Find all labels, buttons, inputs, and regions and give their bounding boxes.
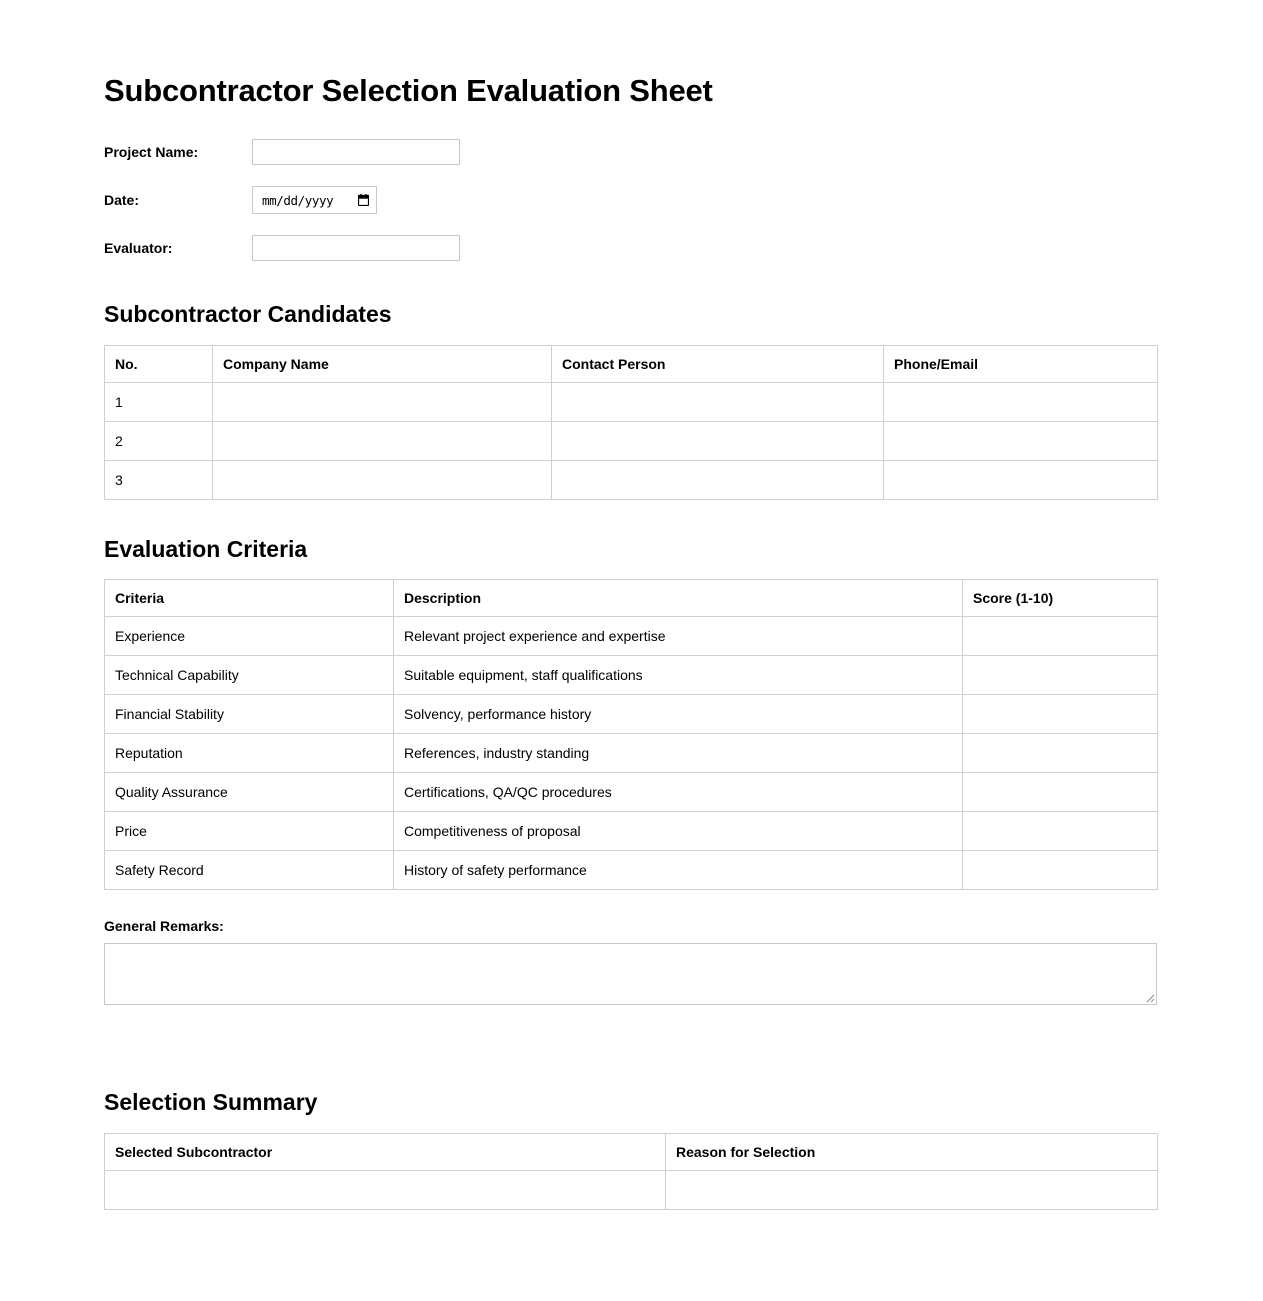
- cell-phone-email[interactable]: [884, 460, 1158, 499]
- cell-description: Relevant project experience and expertise: [394, 617, 963, 656]
- project-name-input[interactable]: [252, 139, 460, 165]
- cell-score[interactable]: [963, 851, 1158, 890]
- table-row: [105, 617, 1158, 656]
- column-header-description: Description: [394, 580, 963, 617]
- summary-heading: Selection Summary: [104, 1089, 318, 1116]
- cell-contact-person[interactable]: [552, 421, 884, 460]
- cell-description: Suitable equipment, staff qualifications: [394, 656, 963, 695]
- evaluator-label: Evaluator:: [104, 240, 173, 257]
- column-header-company-name: Company Name: [213, 345, 552, 382]
- general-remarks-label: General Remarks:: [104, 918, 224, 935]
- cell-description: References, industry standing: [394, 734, 963, 773]
- table-row: [105, 460, 1158, 499]
- table-row: [105, 812, 1158, 851]
- criteria-table: [104, 579, 1158, 890]
- cell-criteria: Technical Capability: [105, 656, 394, 695]
- cell-contact-person[interactable]: [552, 382, 884, 421]
- table-row: [105, 1170, 1158, 1209]
- table-row: [105, 421, 1158, 460]
- column-header-phone-email: Phone/Email: [884, 345, 1158, 382]
- cell-criteria: Financial Stability: [105, 695, 394, 734]
- cell-criteria: Safety Record: [105, 851, 394, 890]
- cell-score[interactable]: [963, 656, 1158, 695]
- cell-score[interactable]: [963, 617, 1158, 656]
- general-remarks-textarea[interactable]: [104, 943, 1157, 1005]
- column-header-no: No.: [105, 345, 213, 382]
- date-placeholder-text: mm/dd/yyyy: [262, 192, 334, 208]
- table-row: [105, 773, 1158, 812]
- cell-no: 3: [105, 460, 213, 499]
- project-name-label: Project Name:: [104, 144, 199, 161]
- cell-description: History of safety performance: [394, 851, 963, 890]
- date-label: Date:: [104, 192, 140, 209]
- page-title: Subcontractor Selection Evaluation Sheet: [104, 73, 713, 108]
- candidates-heading: Subcontractor Candidates: [104, 301, 392, 328]
- table-row: [105, 656, 1158, 695]
- table-row: [105, 382, 1158, 421]
- cell-description: Certifications, QA/QC procedures: [394, 773, 963, 812]
- cell-contact-person[interactable]: [552, 460, 884, 499]
- cell-selected-subcontractor[interactable]: [105, 1170, 666, 1209]
- table-row: [105, 695, 1158, 734]
- column-header-selected-subcontractor: Selected Subcontractor: [105, 1133, 666, 1170]
- cell-company-name[interactable]: [213, 421, 552, 460]
- date-input[interactable]: [252, 186, 377, 214]
- cell-phone-email[interactable]: [884, 421, 1158, 460]
- column-header-contact-person: Contact Person: [552, 345, 884, 382]
- cell-score[interactable]: [963, 773, 1158, 812]
- table-header-row: [105, 580, 1158, 617]
- resize-handle-icon[interactable]: [1142, 990, 1155, 1003]
- table-row: [105, 851, 1158, 890]
- table-header-row: [105, 345, 1158, 382]
- cell-criteria: Reputation: [105, 734, 394, 773]
- column-header-criteria: Criteria: [105, 580, 394, 617]
- cell-criteria: Quality Assurance: [105, 773, 394, 812]
- column-header-reason-for-selection: Reason for Selection: [666, 1133, 1158, 1170]
- table-row: [105, 734, 1158, 773]
- candidates-table: [104, 345, 1158, 500]
- cell-company-name[interactable]: [213, 382, 552, 421]
- cell-description: Solvency, performance history: [394, 695, 963, 734]
- cell-no: 2: [105, 421, 213, 460]
- summary-table: [104, 1133, 1158, 1210]
- cell-score[interactable]: [963, 812, 1158, 851]
- cell-company-name[interactable]: [213, 460, 552, 499]
- field-row-date: [104, 183, 1159, 217]
- evaluator-input[interactable]: [252, 235, 460, 261]
- cell-criteria: Price: [105, 812, 394, 851]
- cell-description: Competitiveness of proposal: [394, 812, 963, 851]
- section-spacer: [104, 1005, 1159, 1053]
- cell-score[interactable]: [963, 695, 1158, 734]
- cell-criteria: Experience: [105, 617, 394, 656]
- calendar-icon[interactable]: [358, 194, 369, 206]
- cell-no: 1: [105, 382, 213, 421]
- criteria-heading: Evaluation Criteria: [104, 535, 308, 562]
- cell-score[interactable]: [963, 734, 1158, 773]
- cell-phone-email[interactable]: [884, 382, 1158, 421]
- column-header-score: Score (1-10): [963, 580, 1158, 617]
- cell-reason-for-selection[interactable]: [666, 1170, 1158, 1209]
- field-row-project-name: [104, 135, 1159, 169]
- table-header-row: [105, 1133, 1158, 1170]
- field-row-evaluator: [104, 231, 1159, 265]
